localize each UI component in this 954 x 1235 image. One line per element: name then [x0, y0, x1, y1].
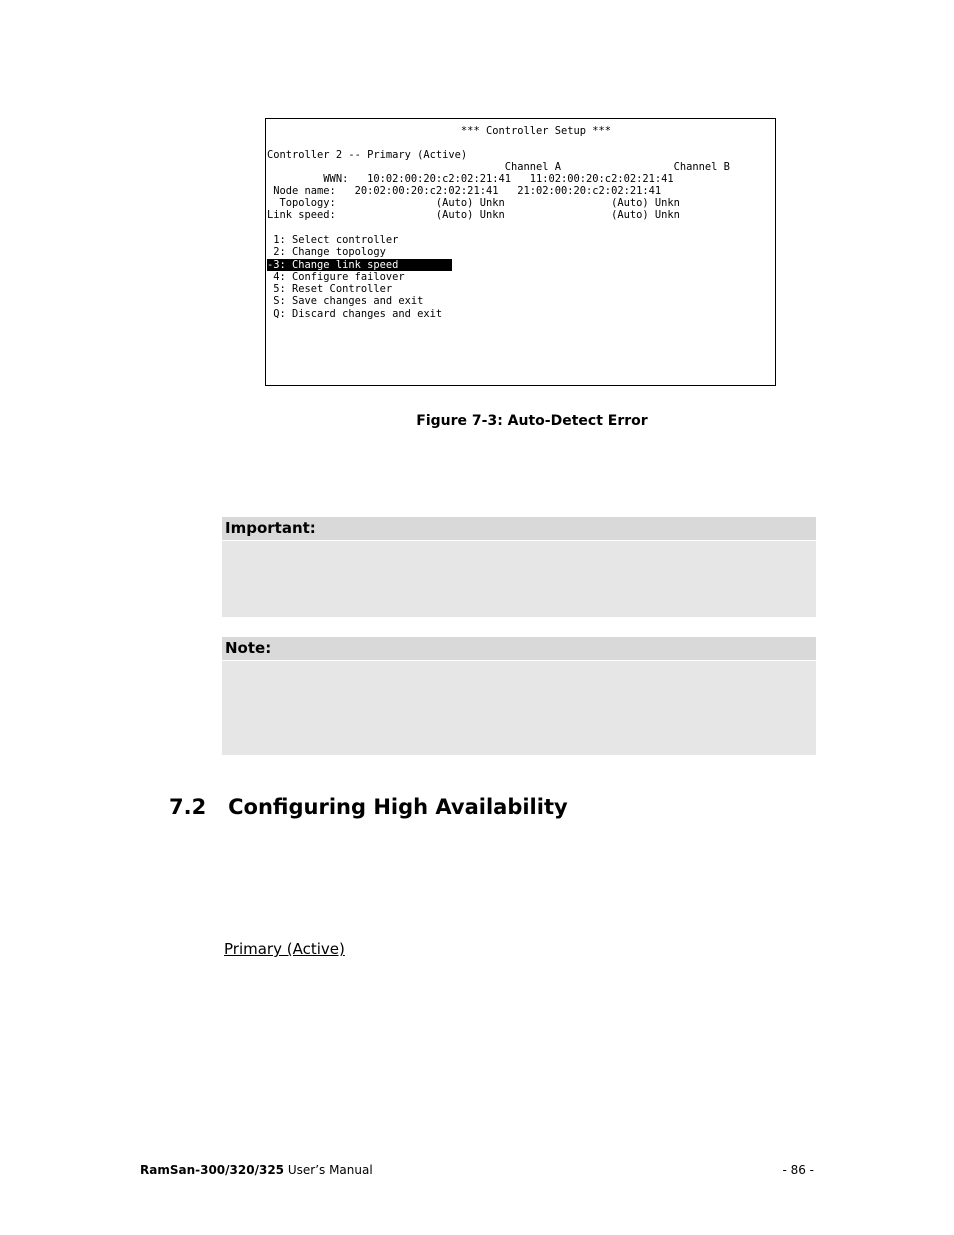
- terminal-line: Topology: (Auto) Unkn (Auto) Unkn: [267, 197, 680, 209]
- terminal-line: *** Controller Setup ***: [267, 125, 612, 137]
- terminal-line: Controller 2 -- Primary (Active): [267, 149, 468, 161]
- note-box-body: [222, 661, 816, 755]
- important-box-body: [222, 541, 816, 617]
- menu-item-configure-failover[interactable]: 4: Configure failover: [267, 271, 405, 283]
- important-box-title: Important:: [222, 517, 816, 540]
- terminal-screenshot: [265, 118, 776, 386]
- terminal-line: WWN: 10:02:00:20:c2:02:21:41 11:02:00:20:c2:02:21:41: [267, 173, 674, 185]
- note-box-title: Note:: [222, 637, 816, 660]
- footer-manual: User’s Manual: [284, 1163, 373, 1177]
- section-number: 7.2: [169, 795, 207, 819]
- figure-caption: Figure 7-3: Auto-Detect Error: [416, 413, 648, 429]
- terminal-line: Node name: 20:02:00:20:c2:02:21:41 21:02:00:20:c2:02:21:41: [267, 185, 662, 197]
- page-number: - 86 -: [782, 1163, 814, 1177]
- menu-item-discard-exit[interactable]: Q: Discard changes and exit: [267, 308, 443, 320]
- menu-item-change-link-speed[interactable]: -3: Change link speed: [267, 259, 452, 271]
- terminal-line: Link speed: (Auto) Unkn (Auto) Unkn: [267, 209, 680, 221]
- footer-manual-title: [140, 1163, 373, 1177]
- terminal-line: Channel A Channel B: [267, 161, 730, 173]
- menu-item-select-controller[interactable]: 1: Select controller: [267, 234, 399, 246]
- menu-item-save-exit[interactable]: S: Save changes and exit: [267, 295, 424, 307]
- menu-item-reset-controller[interactable]: 5: Reset Controller: [267, 283, 393, 295]
- footer-product: RamSan-300/320/325: [140, 1163, 285, 1177]
- subheading-primary-active: Primary (Active): [224, 940, 345, 958]
- section-heading: [169, 795, 568, 819]
- menu-item-change-topology[interactable]: 2: Change topology: [267, 246, 386, 258]
- section-title: Configuring High Availability: [228, 795, 568, 819]
